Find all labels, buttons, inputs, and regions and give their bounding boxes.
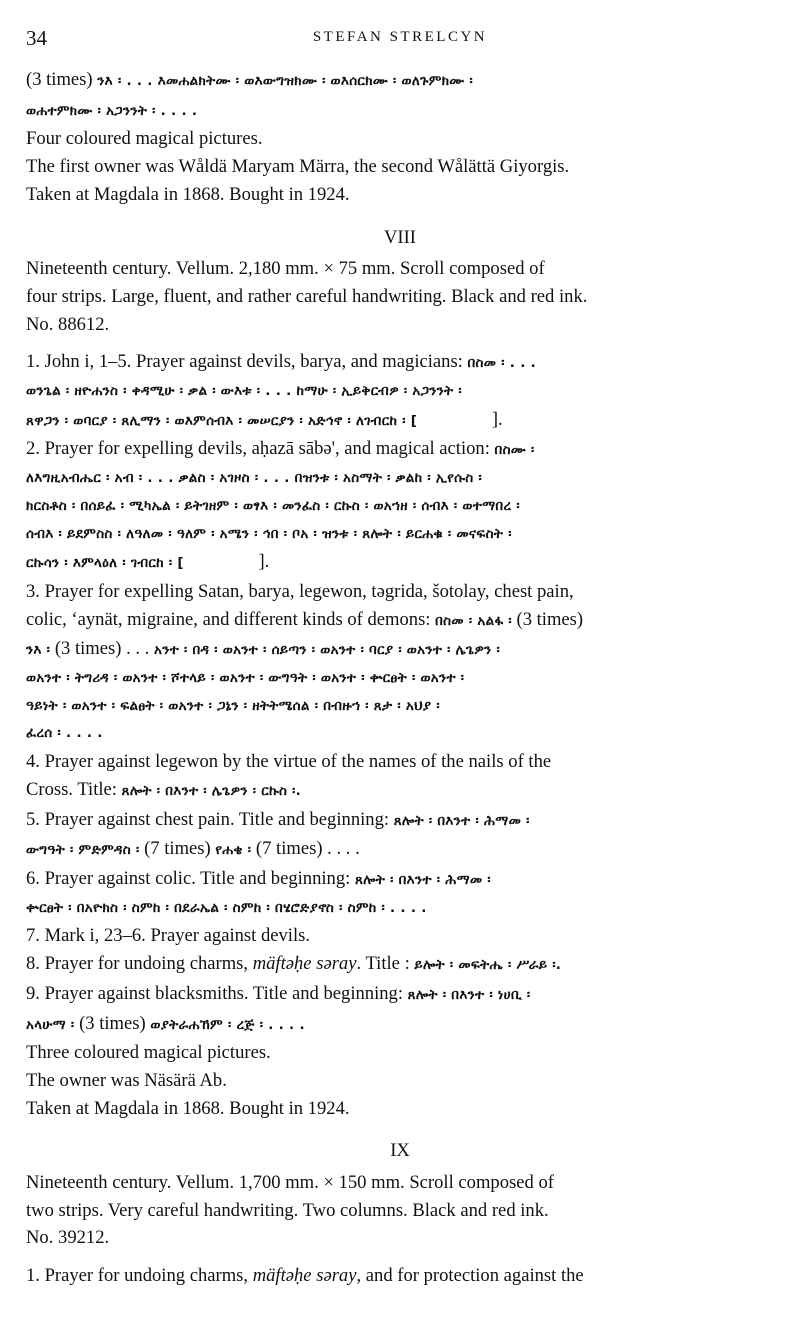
item-1: 1. John i, 1–5. Prayer against devils, barya, and magicians: በስመ ፡ . . . — [26, 351, 537, 373]
ethiopic-text: ዓይነት ፡ ወአንተ ፡ ፍልፀት ፡ ወአንተ ፡ ጋኔን ፡ ዘትትሜሰል ፡ በብዙኀ ፡ ጸታ ፡ አህያ ፡ — [26, 697, 440, 714]
item-2: 2. Prayer for expelling devils, aḥazā sābə', and magical action: በስሙ ፡ — [26, 438, 535, 460]
section-heading-viii: VIII — [383, 226, 416, 248]
description-line: four strips. Large, fluent, and rather careful handwriting. Black and red ink. — [26, 285, 588, 307]
ethiopic-text: ንእ ፡ . . . እመሐልክትሙ ፡ ወእውግዝክሙ ፡ ወእሰርክሙ ፡ ወለጉምክሙ ፡ — [97, 73, 474, 89]
pictures-note: Three coloured magical pictures. — [26, 1042, 271, 1064]
item-1-end: ጸዋጋን ፡ ወባርያ ፡ ጸሊማን ፡ ወእምሰብእ ፡ መሠርያን ፡ አድኅኖ ፡ ለገብርከ ፡ [ ]. — [26, 408, 503, 430]
ethiopic-text: ቍርፀት ፡ በአዮክስ ፡ ስምከ ፡ በደራኤል ፡ ስምከ ፡ በሄሮድያኖስ ፡ ስምከ ፡ . . . . — [26, 899, 427, 916]
incipit-line — [26, 96, 774, 126]
running-head: STEFAN STRELCYN — [312, 29, 488, 45]
item-3-line: ንእ ፡ (3 times) . . . አንተ ፡ በዳ ፡ ወአንተ ፡ ሰይጣን ፡ ወአንተ ፡ ባርያ ፡ ወአንተ ፡ ሌጌዎን ፡ — [26, 638, 500, 660]
description-line: No. 39212. — [26, 1227, 110, 1249]
spacer — [26, 338, 774, 348]
item-3-line: colic, ‘aynät, migraine, and different kinds of demons: በስመ ፡ አልፋ ፡ (3 times) — [26, 608, 584, 630]
description-line: Nineteenth century. Vellum. 2,180 mm. × 75 mm. Scroll composed of — [26, 258, 545, 280]
provenance-note: Taken at Magdala in 1868. Bought in 1924. — [26, 1097, 350, 1119]
spacer — [26, 1252, 774, 1262]
item-9-line: አላሁማ ፡ (3 times) ወያትራሐኸም ፡ ረጅ ፡ . . . . — [26, 1012, 305, 1034]
item-3: 3. Prayer for expelling Satan, barya, legewon, təgrida, šotolay, chest pain, — [26, 580, 574, 602]
item-5-line: ውግዓት ፡ ምድምዳስ ፡ (7 times) የሐቄ ፡ (7 times) . . . . — [26, 838, 360, 860]
ethiopic-text: ለእግዚአብሔር ፡ አብ ፡ . . . ቃልስ ፡ አገዞስ ፡ . . . በዝንቱ ፡ አስማት ፡ ቃልከ ፡ ኢየሱስ ፡ — [26, 470, 483, 487]
item-9: 9. Prayer against blacksmiths. Title and beginning: ጸሎት ፡ በእንተ ፡ ነሀቢ ፡ — [26, 982, 531, 1004]
incipit-line: (3 times) ንእ ፡ . . . እመሐልክትሙ ፡ ወእውግዝክሙ ፡ ወእሰርክሙ ፡ ወለጉምክሙ ፡ — [26, 69, 474, 90]
section-heading-ix: IX — [390, 1140, 410, 1162]
description-line: Nineteenth century. Vellum. 1,700 mm. × 150 mm. Scroll composed of — [26, 1172, 554, 1194]
item-8: 8. Prayer for undoing charms, mäftəḥe səray. Title : ይሎት ፡ መፍትሔ ፡ ሥራይ ፡. — [26, 953, 562, 975]
ethiopic-text: ወንጌል ፡ ዘዮሐንስ ፡ ቀዳሚሁ ፡ ቃል ፡ ውእቱ ፡ . . . ከማሁ ፡ ኢይቅርብዎ ፡ አጋንንት ፡ — [26, 383, 462, 400]
owner-note: The owner was Näsärä Ab. — [26, 1069, 227, 1091]
item-2-end: ርኩሳን ፡ እምላዕለ ፡ ገብርከ ፡ [ ]. — [26, 551, 270, 573]
page-body — [26, 66, 774, 1290]
ethiopic-text: ፈረሰ ፡ . . . . — [26, 725, 103, 742]
item-4: 4. Prayer against legewon by the virtue of the names of the nails of the — [26, 751, 552, 773]
item-7: 7. Mark i, 23–6. Prayer against devils. — [26, 925, 311, 947]
ethiopic-text: ክርስቶስ ፡ በሰይፈ ፡ ሚካኤል ፡ ይትገዘም ፡ ወፃእ ፡ መንፈስ ፡ ርኩስ ፡ ወአኀዘ ፡ ሰብእ ፡ ወተማበረ ፡ — [26, 497, 520, 514]
pictures-note: Four coloured magical pictures. — [26, 128, 263, 150]
ethiopic-text: ሰብእ ፡ ይደምስስ ፡ ለዓለመ ፡ ዓለም ፡ አሜን ፡ ኅበ ፡ ቦአ ፡ ዝንቱ ፡ ጸሎት ፡ ይርሐቁ ፡ መናፍስት ፡ — [26, 525, 512, 542]
description-line: No. 88612. — [26, 313, 110, 335]
ethiopic-text: ወሐተምክሙ ፡ አጋንንት ፡ . . . . — [26, 102, 198, 119]
item-5: 5. Prayer against chest pain. Title and beginning: ጸሎት ፡ በእንተ ፡ ሕማመ ፡ — [26, 808, 530, 830]
item-1: 1. Prayer for undoing charms, mäftəḥe səray, and for protection against the — [26, 1265, 584, 1287]
item-6: 6. Prayer against colic. Title and beginning: ጸሎት ፡ በእንተ ፡ ሕማመ ፡ — [26, 867, 491, 889]
page-header — [0, 24, 800, 54]
description-line: two strips. Very careful handwriting. Two columns. Black and red ink. — [26, 1199, 549, 1221]
ethiopic-text: ወአንተ ፡ ትግሪዳ ፡ ወአንተ ፡ ሾተላይ ፡ ወአንተ ፡ ውግዓት ፡ ወአንተ ፡ ቍርፀት ፡ ወአንተ ፡ — [26, 670, 465, 687]
provenance-note: Taken at Magdala in 1868. Bought in 1924. — [26, 183, 350, 205]
owners-note: The first owner was Wåldä Maryam Märra, the second Wålättä Giyorgis. — [26, 156, 570, 178]
page-number: 34 — [26, 26, 47, 50]
item-4-title: Cross. Title: ጸሎት ፡ በእንተ ፡ ሌጌዎን ፡ ርኩስ ፡. — [26, 778, 302, 800]
